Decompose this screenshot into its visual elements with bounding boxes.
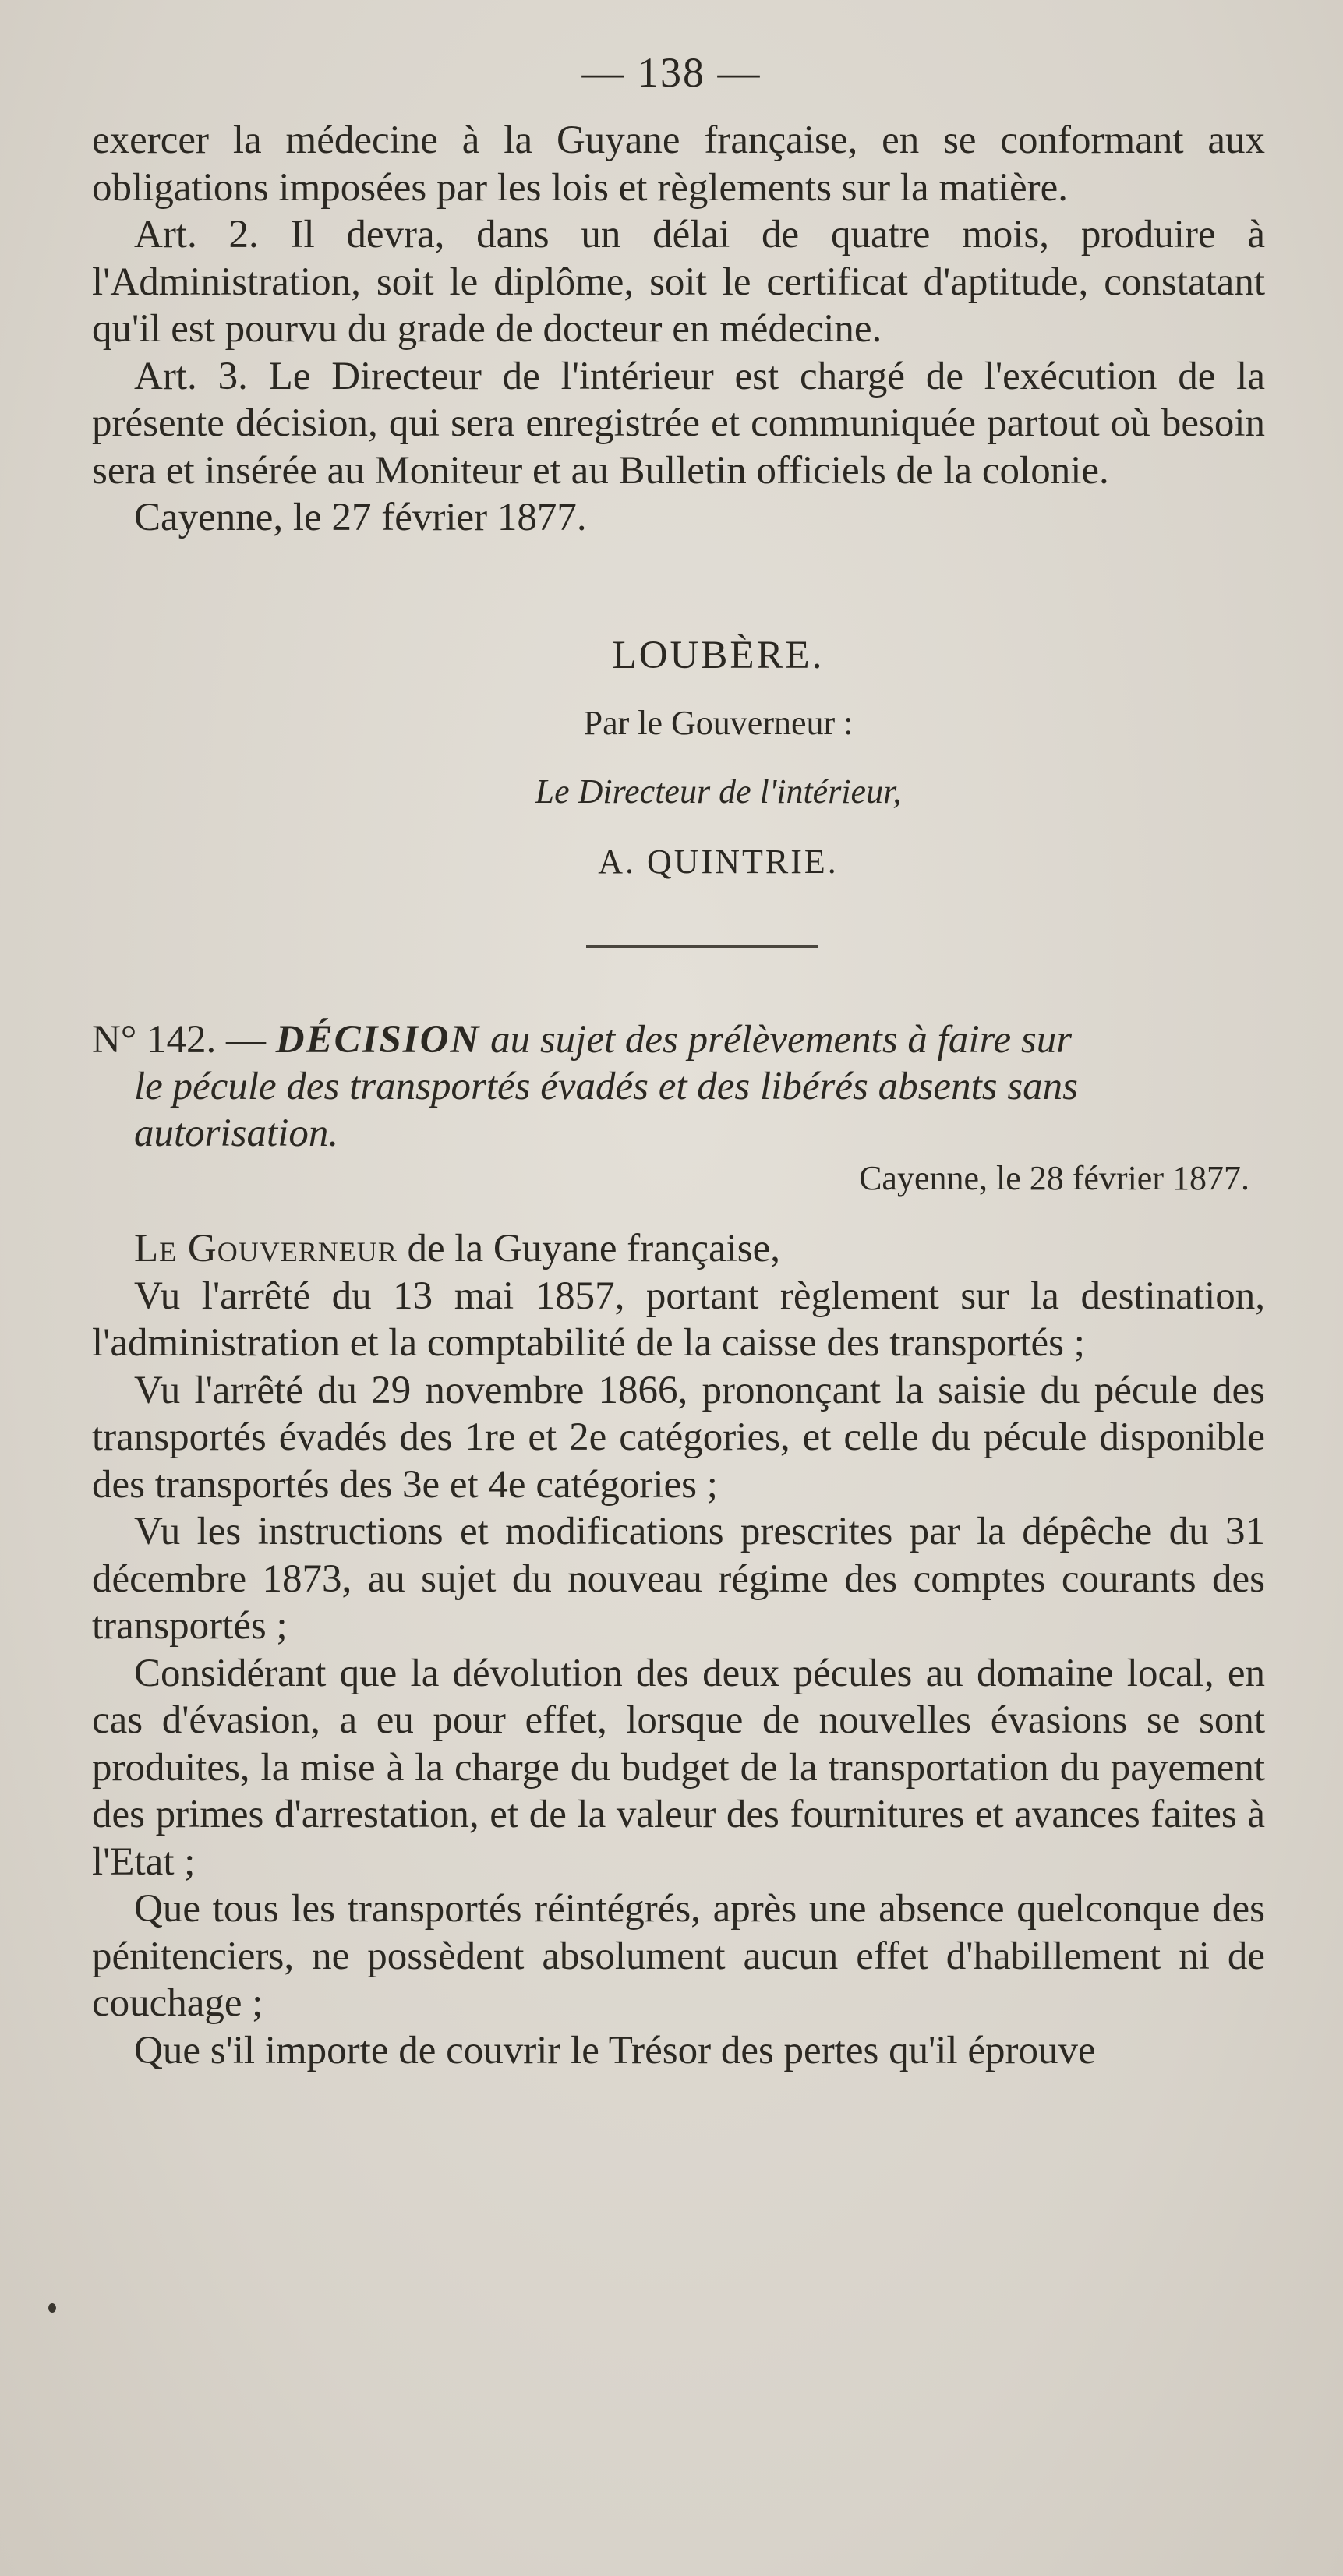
page-number: — 138 — [581,49,762,96]
vu-3: Vu les instructions et modifications prescrites par la dépêche du 31 décembre 1873, au sujet du nouveau régime des comptes courants des transportés ; [92,1510,1265,1648]
considerant: Considérant que la dévolution des deux pécules au domaine local, en cas d'évasion, a eu pour effet, lorsque de nouvelles évasions se sont produites, la mise à la charge du budget de la transportation du payement des primes d'arrestation, et de la valeur des fournitures et avances faites à l'Etat ; [92,1651,1265,1884]
article-2: Art. 2. Il devra, dans un délai de quatre mois, produire à l'Administration, soit le diplôme, soit le certificat d'aptitude, constatant qu'il est pourvu du grade de docteur en médecine. [92,213,1265,351]
paragraph-continuation: exercer la médecine à la Guyane française, en se conformant aux obligations imposées par les lois et règlements sur la matière. [92,118,1265,210]
decision-142-heading [92,1016,1265,1157]
que-1: Que tous les transportés réintégrés, après une absence quelconque des pénitenciers, ne possèdent absolument aucun effet d'habillement ni de couchage ; [92,1887,1265,2025]
decision-subject-3: autorisation. [134,1111,339,1155]
place-date: Cayenne, le 27 février 1877. [134,496,587,539]
preamble [92,1225,1265,1273]
decision-subject-2: le pécule des transportés évadés et des libérés absents sans [134,1065,1079,1108]
by-governor-line: Par le Gouverneur : [583,704,854,742]
decision-142-body [92,1225,1265,2074]
vu-2: Vu l'arrêté du 29 novembre 1866, prononçant la saisie du pécule des transportés évadés des 1re et 2e catégories, et celle du pécule disponible des transportés des 3e et 4e catégories ; [92,1368,1265,1507]
article-3: Art. 3. Le Directeur de l'intérieur est chargé de l'exécution de la présente décision, qui sera enregistrée et communiquée partout où besoin sera et insérée au Moniteur et au Bulletin officiels de la colonie. [92,354,1265,493]
que-2: Que s'il importe de couvrir le Trésor des pertes qu'il éprouve [134,2028,1096,2072]
decision-141-continuation [92,117,1265,542]
decision-142-place-date: Cayenne, le 28 février 1877. [859,1159,1249,1197]
paper-speck [48,2303,56,2313]
signatory-name: LOUBÈRE. [612,634,825,677]
decision-number: N° 142. — [92,1018,266,1062]
director-name: A. QUINTRIE. [598,843,839,881]
preamble-governor: Le Gouverneur [134,1227,398,1270]
director-title: Le Directeur de l'intérieur, [535,772,902,811]
preamble-rest: de la Guyane française, [407,1227,781,1270]
decision-subject-1: au sujet des prélèvements à faire sur [490,1018,1073,1062]
section-divider [586,945,818,948]
decision-title: DÉCISION [275,1018,481,1062]
vu-1: Vu l'arrêté du 13 mai 1857, portant règlement sur la destination, l'administration et la comptabilité de la caisse des transportés ; [92,1274,1265,1365]
